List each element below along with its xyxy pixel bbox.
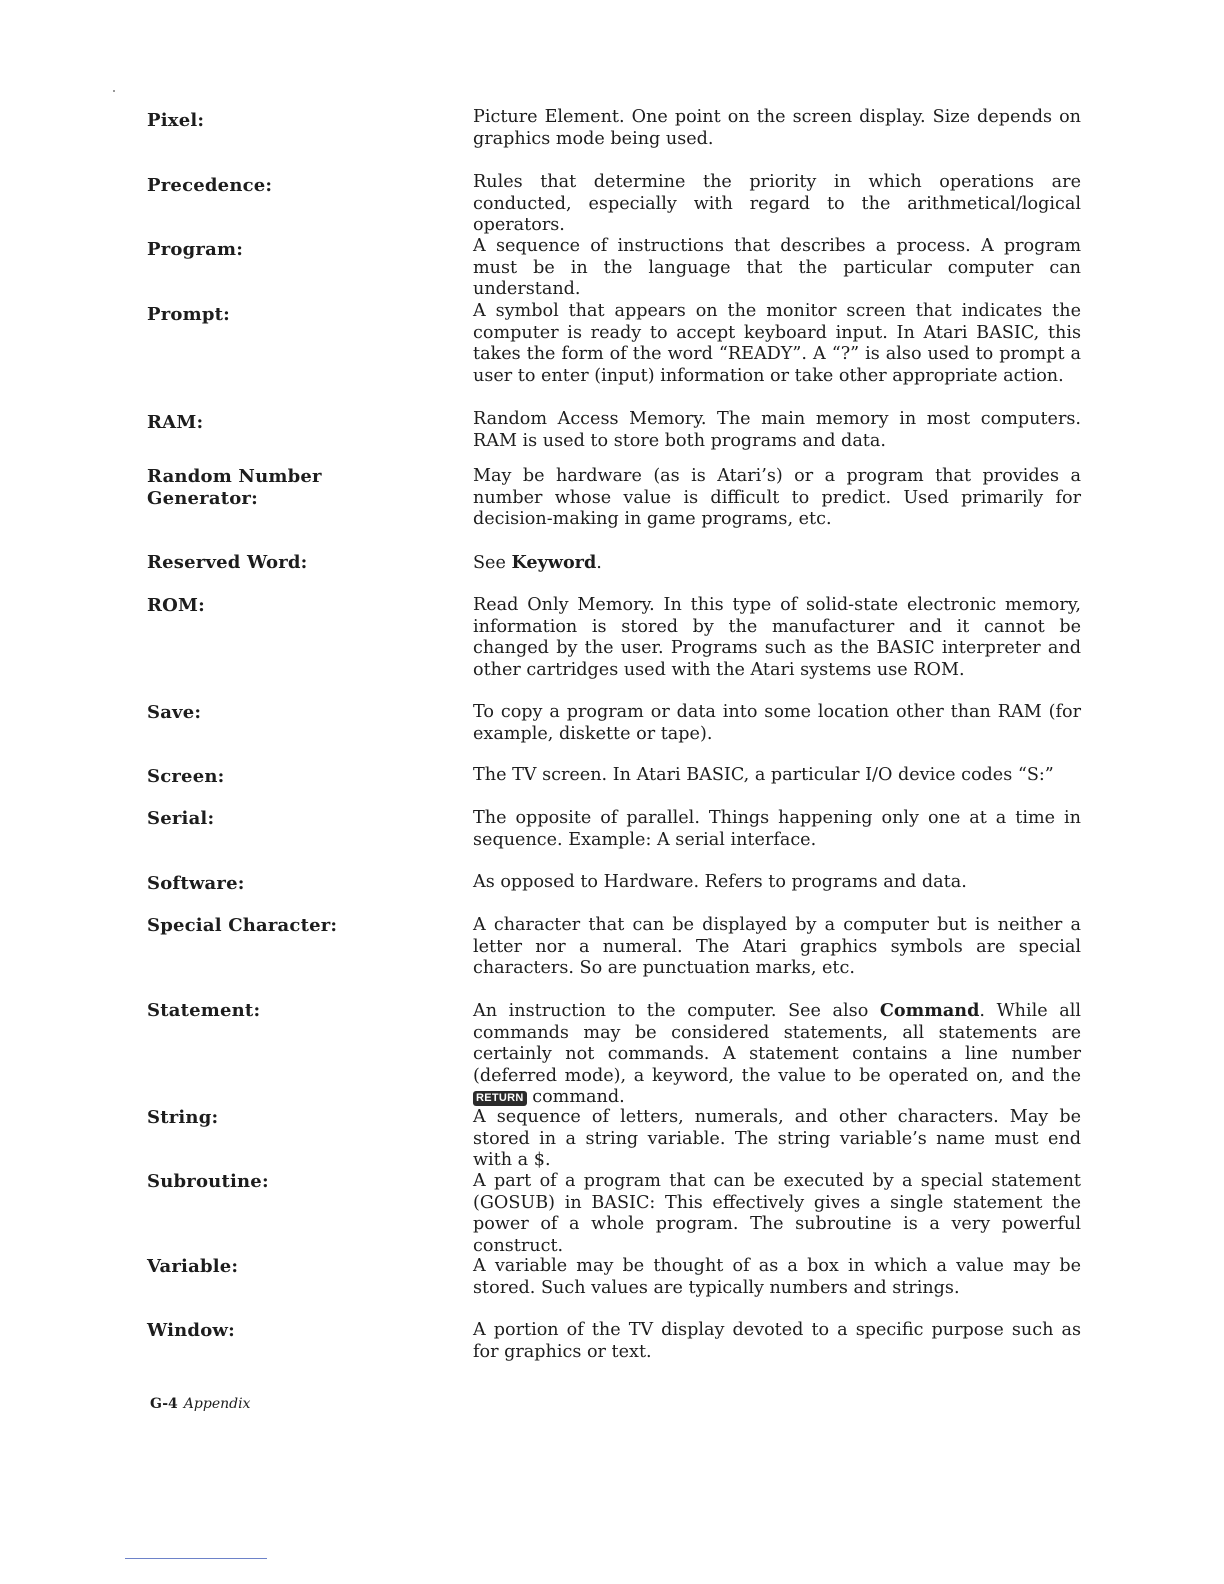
term-label: Statement: <box>147 1000 261 1021</box>
term-definition: The opposite of parallel. Things happening only one at a time in sequence. Example: A serial interface. <box>473 808 1081 850</box>
scan-speck <box>113 90 115 92</box>
term-definition: Read Only Memory. In this type of solid-state electronic memory, information is stored by the manufacturer and it cannot be changed by the user. Programs such as the BASIC interpreter and other cartridges used with the Atari systems use ROM. <box>473 595 1081 680</box>
term-label: RAM: <box>147 412 204 433</box>
term-label: Serial: <box>147 808 215 829</box>
term-label: Pixel: <box>147 110 205 131</box>
term-definition: A variable may be thought of as a box in which a value may be stored. Such values are typically numbers and strings. <box>473 1256 1081 1298</box>
term-definition: Rules that determine the priority in which operations are conducted, especially with regard to the arithmetical/logical operators. <box>473 172 1081 235</box>
cross-reference-keyword: Command <box>879 1000 980 1021</box>
term-definition: A part of a program that can be executed by a special statement (GOSUB) in BASIC: This effectively gives a single statement the power of a whole program. The subroutine is a very powerful construct. <box>473 1171 1081 1256</box>
term-definition: A sequence of instructions that describes a process. A program must be in the language that the particular computer can understand. <box>473 236 1081 299</box>
term-label: String: <box>147 1107 219 1128</box>
bottom-rule <box>125 1558 267 1559</box>
section-name: Appendix <box>183 1396 251 1412</box>
definition-text: command. <box>532 1087 625 1107</box>
definition-text: See <box>473 553 506 573</box>
term-label: Save: <box>147 702 202 723</box>
definition-text: . <box>596 553 602 573</box>
term-label-line-1: Random Number <box>147 466 322 487</box>
term-definition: To copy a program or data into some location other than RAM (for example, diskette or tape). <box>473 702 1081 744</box>
term-label <box>147 466 447 509</box>
term-definition: May be hardware (as is Atari’s) or a program that provides a number whose value is difficult to predict. Used primarily for decision-making in game programs, etc. <box>473 466 1081 529</box>
page-footer <box>150 1396 250 1412</box>
definition-text: An instruction to the computer. See also <box>473 1001 869 1021</box>
term-definition: A sequence of letters, numerals, and other characters. May be stored in a string variable. The string variable’s name must end with a $. <box>473 1107 1081 1170</box>
cross-reference-keyword: Keyword <box>511 552 597 573</box>
term-label: Subroutine: <box>147 1171 269 1192</box>
term-label: Prompt: <box>147 304 231 325</box>
term-definition <box>473 552 1081 575</box>
term-definition <box>473 1000 1081 1109</box>
term-definition: The TV screen. In Atari BASIC, a particular I/O device codes “S:” <box>473 765 1054 785</box>
term-label: Software: <box>147 873 245 894</box>
term-definition: A character that can be displayed by a computer but is neither a letter nor a numeral. The Atari graphics symbols are special characters. So are punctuation marks, etc. <box>473 915 1081 978</box>
term-definition: A portion of the TV display devoted to a specific purpose such as for graphics or text. <box>473 1320 1081 1362</box>
term-label: Variable: <box>147 1256 239 1277</box>
term-label: ROM: <box>147 595 206 616</box>
term-definition: As opposed to Hardware. Refers to programs and data. <box>473 872 967 892</box>
page-number: G-4 <box>150 1396 178 1412</box>
term-label: Window: <box>147 1320 235 1341</box>
term-label: Special Character: <box>147 915 338 936</box>
term-label: Screen: <box>147 766 225 787</box>
term-definition: Picture Element. One point on the screen display. Size depends on graphics mode being used. <box>473 107 1081 149</box>
return-key-icon: RETURN <box>473 1091 527 1106</box>
term-definition: Random Access Memory. The main memory in most computers. RAM is used to store both programs and data. <box>473 409 1081 451</box>
term-label: Program: <box>147 239 244 260</box>
term-definition: A symbol that appears on the monitor screen that indicates the computer is ready to accept keyboard input. In Atari BASIC, this takes the form of the word “READY”. A “?” is also used to prompt a user to enter (input) information or take other appropriate action. <box>473 301 1081 386</box>
term-label: Reserved Word: <box>147 552 308 573</box>
term-label-line-2: Generator: <box>147 487 258 509</box>
definition-text: . While all commands may be considered statements, all statements are certainly not commands. A statement contains a line number (deferred mode), a keyword, the value to be operated on, and the <box>473 1001 1081 1086</box>
term-label: Precedence: <box>147 175 273 196</box>
